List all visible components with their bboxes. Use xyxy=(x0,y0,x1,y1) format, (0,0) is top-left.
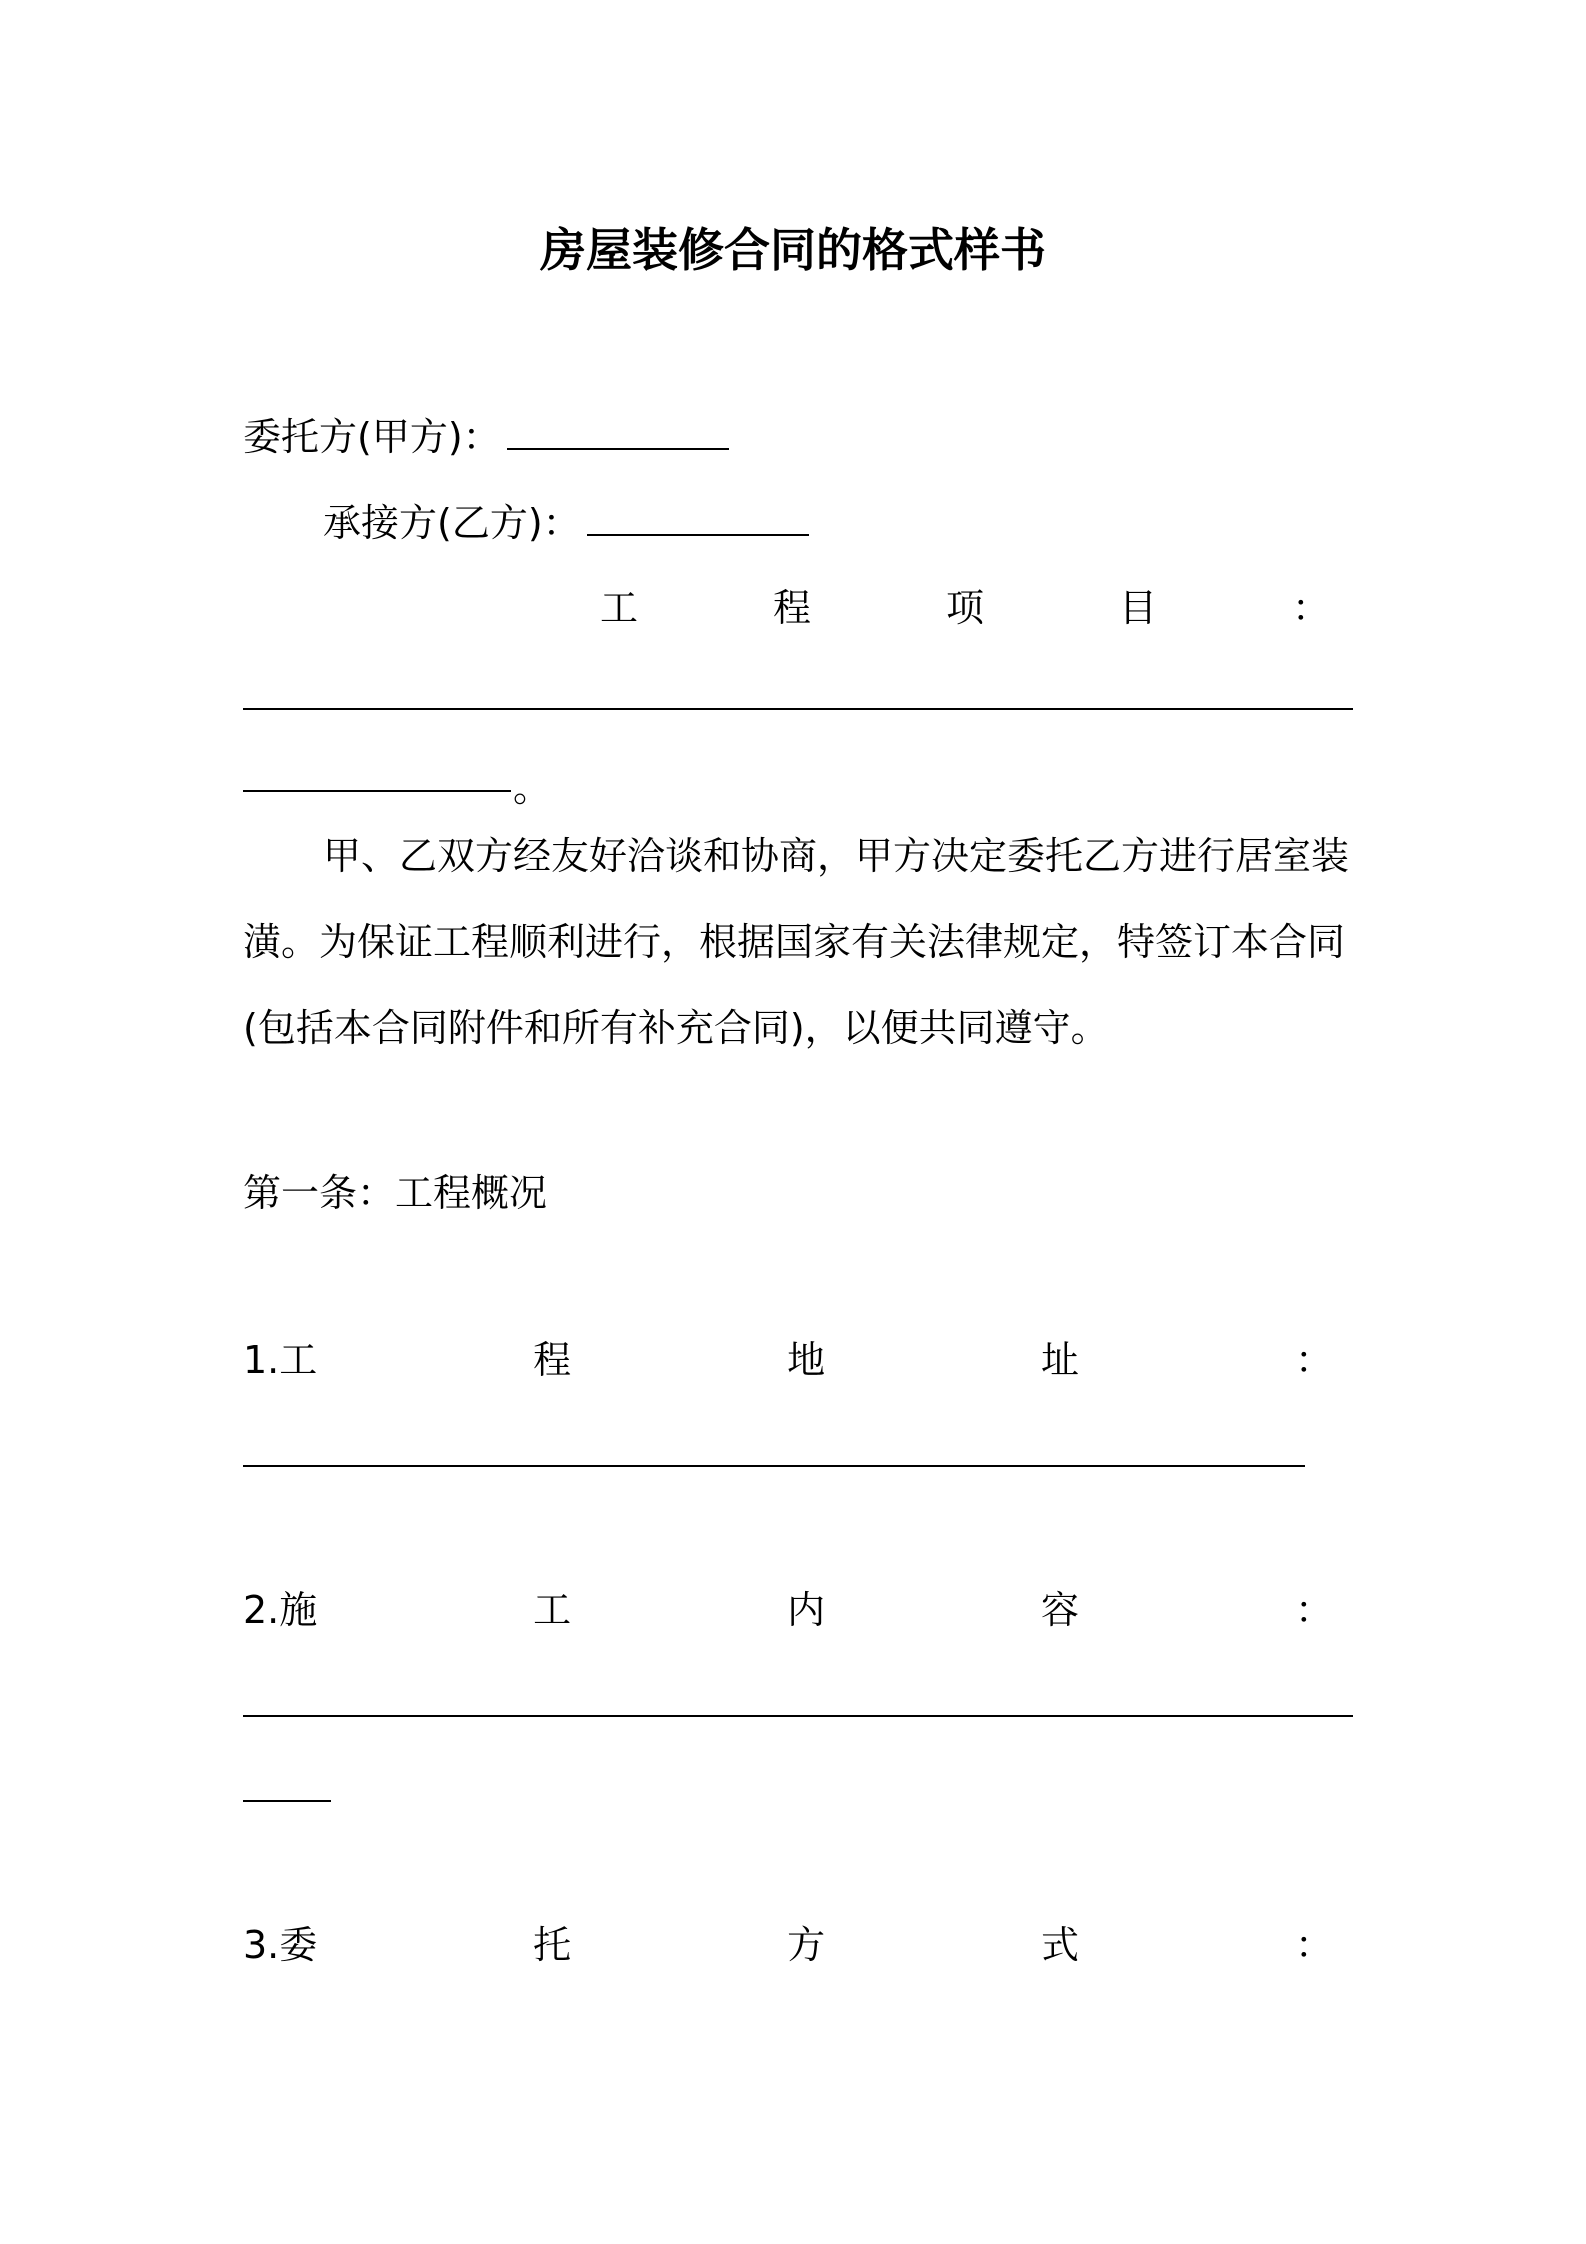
intro-paragraph: 甲、乙双方经友好洽谈和协商，甲方决定委托乙方进行居室装潢。为保证工程顺利进行，根据国家有关法律规定，特签订本合同(包括本合同附件和所有补充合同)，以便共同遵守。 xyxy=(243,834,1350,1050)
item-3-char-5: ： xyxy=(1294,1923,1333,1967)
item-2-blank-line-2[interactable] xyxy=(243,1800,331,1802)
party-b-line xyxy=(323,498,1433,548)
item-1-char-1: 1.工 xyxy=(243,1338,318,1382)
item-2-blank-line-1[interactable] xyxy=(243,1715,1353,1717)
project-char-1: 工 xyxy=(600,586,639,630)
party-b-blank[interactable] xyxy=(587,498,809,536)
item-3-char-3: 方 xyxy=(787,1923,826,1967)
project-char-4: 目 xyxy=(1118,586,1157,630)
project-char-5: ： xyxy=(1291,586,1330,630)
project-end-mark: 。 xyxy=(513,766,552,810)
project-char-2: 程 xyxy=(772,586,811,630)
item-1-blank-line[interactable] xyxy=(243,1465,1305,1467)
item-3-char-2: 托 xyxy=(533,1923,572,1967)
item-3-char-1: 3.委 xyxy=(243,1923,318,1967)
item-2-char-4: 容 xyxy=(1041,1588,1080,1632)
item-1-char-3: 地 xyxy=(787,1338,826,1382)
project-blank-line-2[interactable] xyxy=(243,790,511,792)
item-2-char-1: 2.施 xyxy=(243,1588,318,1632)
item-2-char-3: 内 xyxy=(787,1588,826,1632)
item-1-char-5: ： xyxy=(1294,1338,1333,1382)
party-b-label: 承接方(乙方)： xyxy=(323,501,581,545)
party-a-line xyxy=(243,412,1353,462)
item-2-char-2: 工 xyxy=(533,1588,572,1632)
document-title: 房屋装修合同的格式样书 xyxy=(540,223,1046,277)
project-label-row xyxy=(600,583,1330,633)
item-3-row xyxy=(243,1920,1333,1970)
item-3-char-4: 式 xyxy=(1041,1923,1080,1967)
party-a-blank[interactable] xyxy=(507,412,729,450)
item-2-char-5: ： xyxy=(1294,1588,1333,1632)
project-char-3: 项 xyxy=(945,586,984,630)
project-blank-line-1[interactable] xyxy=(243,708,1353,710)
article-one-heading: 第一条：工程概况 xyxy=(243,1171,548,1215)
item-2-row xyxy=(243,1585,1333,1635)
item-1-char-4: 址 xyxy=(1041,1338,1080,1382)
item-1-row xyxy=(243,1335,1333,1385)
party-a-label: 委托方(甲方)： xyxy=(243,415,501,459)
item-1-char-2: 程 xyxy=(533,1338,572,1382)
